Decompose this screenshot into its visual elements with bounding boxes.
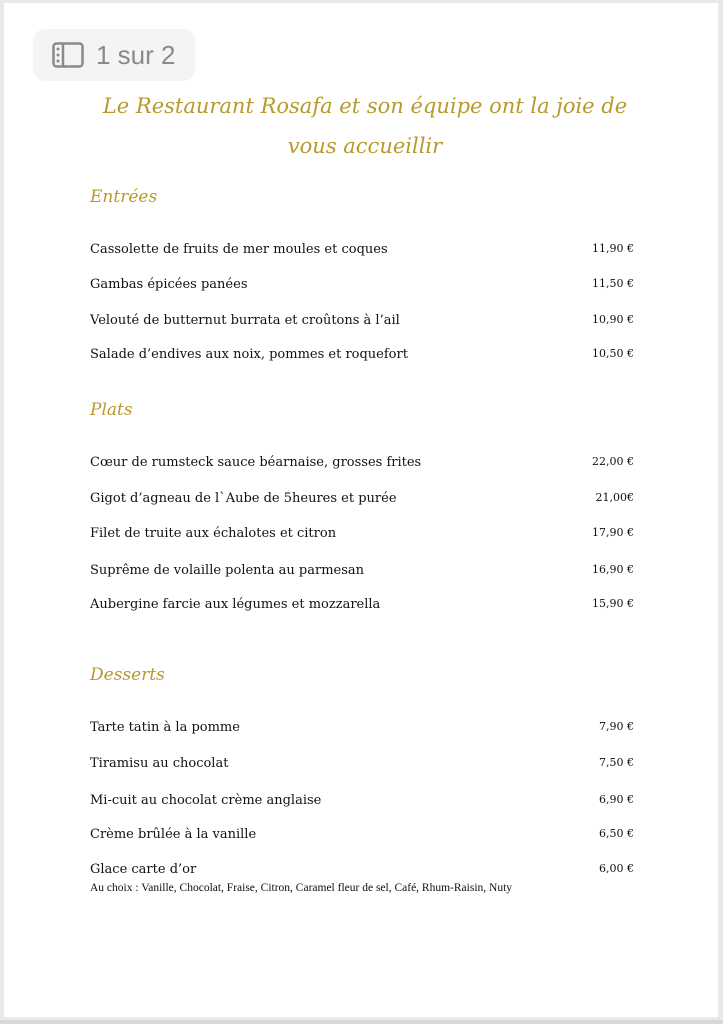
menu-title: Le Restaurant Rosafa et son équipe ont la joie de vous accueillir [102,94,628,158]
menu-item [90,526,634,541]
item-price: 21,00€ [595,491,634,504]
item-price: 22,00 € [592,455,634,468]
item-price: 17,90 € [592,526,634,539]
sidebar-icon [52,42,84,68]
item-price: 11,90 € [592,242,634,255]
section-heading-desserts: Desserts [90,665,165,685]
item-price: 10,50 € [592,347,634,360]
menu-item [90,597,634,612]
item-name: Tiramisu au chocolat [90,756,229,771]
item-name: Gambas épicées panées [90,277,248,292]
menu-item [90,313,634,328]
item-price: 7,50 € [599,756,634,769]
menu-item [90,563,634,578]
item-name: Cassolette de fruits de mer moules et coques [90,242,388,257]
menu-item [90,793,634,808]
page-indicator-label: 1 sur 2 [96,39,176,70]
item-name: Salade d’endives aux noix, pommes et roquefort [90,347,408,362]
page-indicator[interactable] [33,29,195,81]
item-name: Glace carte d’or [90,862,197,877]
menu-item [90,720,634,735]
page-divider [0,1020,723,1024]
item-price: 6,50 € [599,827,634,840]
item-name: Crème brûlée à la vanille [90,827,257,842]
item-price: 10,90 € [592,313,634,326]
menu-item [90,862,634,877]
section-heading-entrees: Entrées [90,187,158,207]
item-name: Aubergine farcie aux légumes et mozzarella [90,597,381,612]
item-name: Mi-cuit au chocolat crème anglaise [90,793,322,808]
item-price: 6,90 € [599,793,634,806]
item-name: Suprême de volaille polenta au parmesan [90,563,365,578]
menu-item [90,455,634,470]
item-name: Gigot d’agneau de l`Aube de 5heures et purée [90,491,397,506]
menu-item [90,242,634,257]
item-name: Velouté de butternut burrata et croûtons à l’ail [90,313,400,328]
item-name: Cœur de rumsteck sauce béarnaise, grosses frites [90,455,422,470]
item-note: Au choix : Vanille, Chocolat, Fraise, Citron, Caramel fleur de sel, Café, Rhum-Raisin, Nuty [90,882,513,894]
item-price: 11,50 € [592,277,634,290]
menu-item [90,277,634,292]
menu-item [90,491,634,506]
item-name: Tarte tatin à la pomme [90,720,240,735]
menu-item [90,827,634,842]
section-heading-plats: Plats [90,400,133,420]
item-name: Filet de truite aux échalotes et citron [90,526,337,541]
item-price: 16,90 € [592,563,634,576]
item-price: 7,90 € [599,720,634,733]
item-price: 15,90 € [592,597,634,610]
menu-item [90,347,634,362]
item-price: 6,00 € [599,862,634,875]
menu-item [90,756,634,771]
